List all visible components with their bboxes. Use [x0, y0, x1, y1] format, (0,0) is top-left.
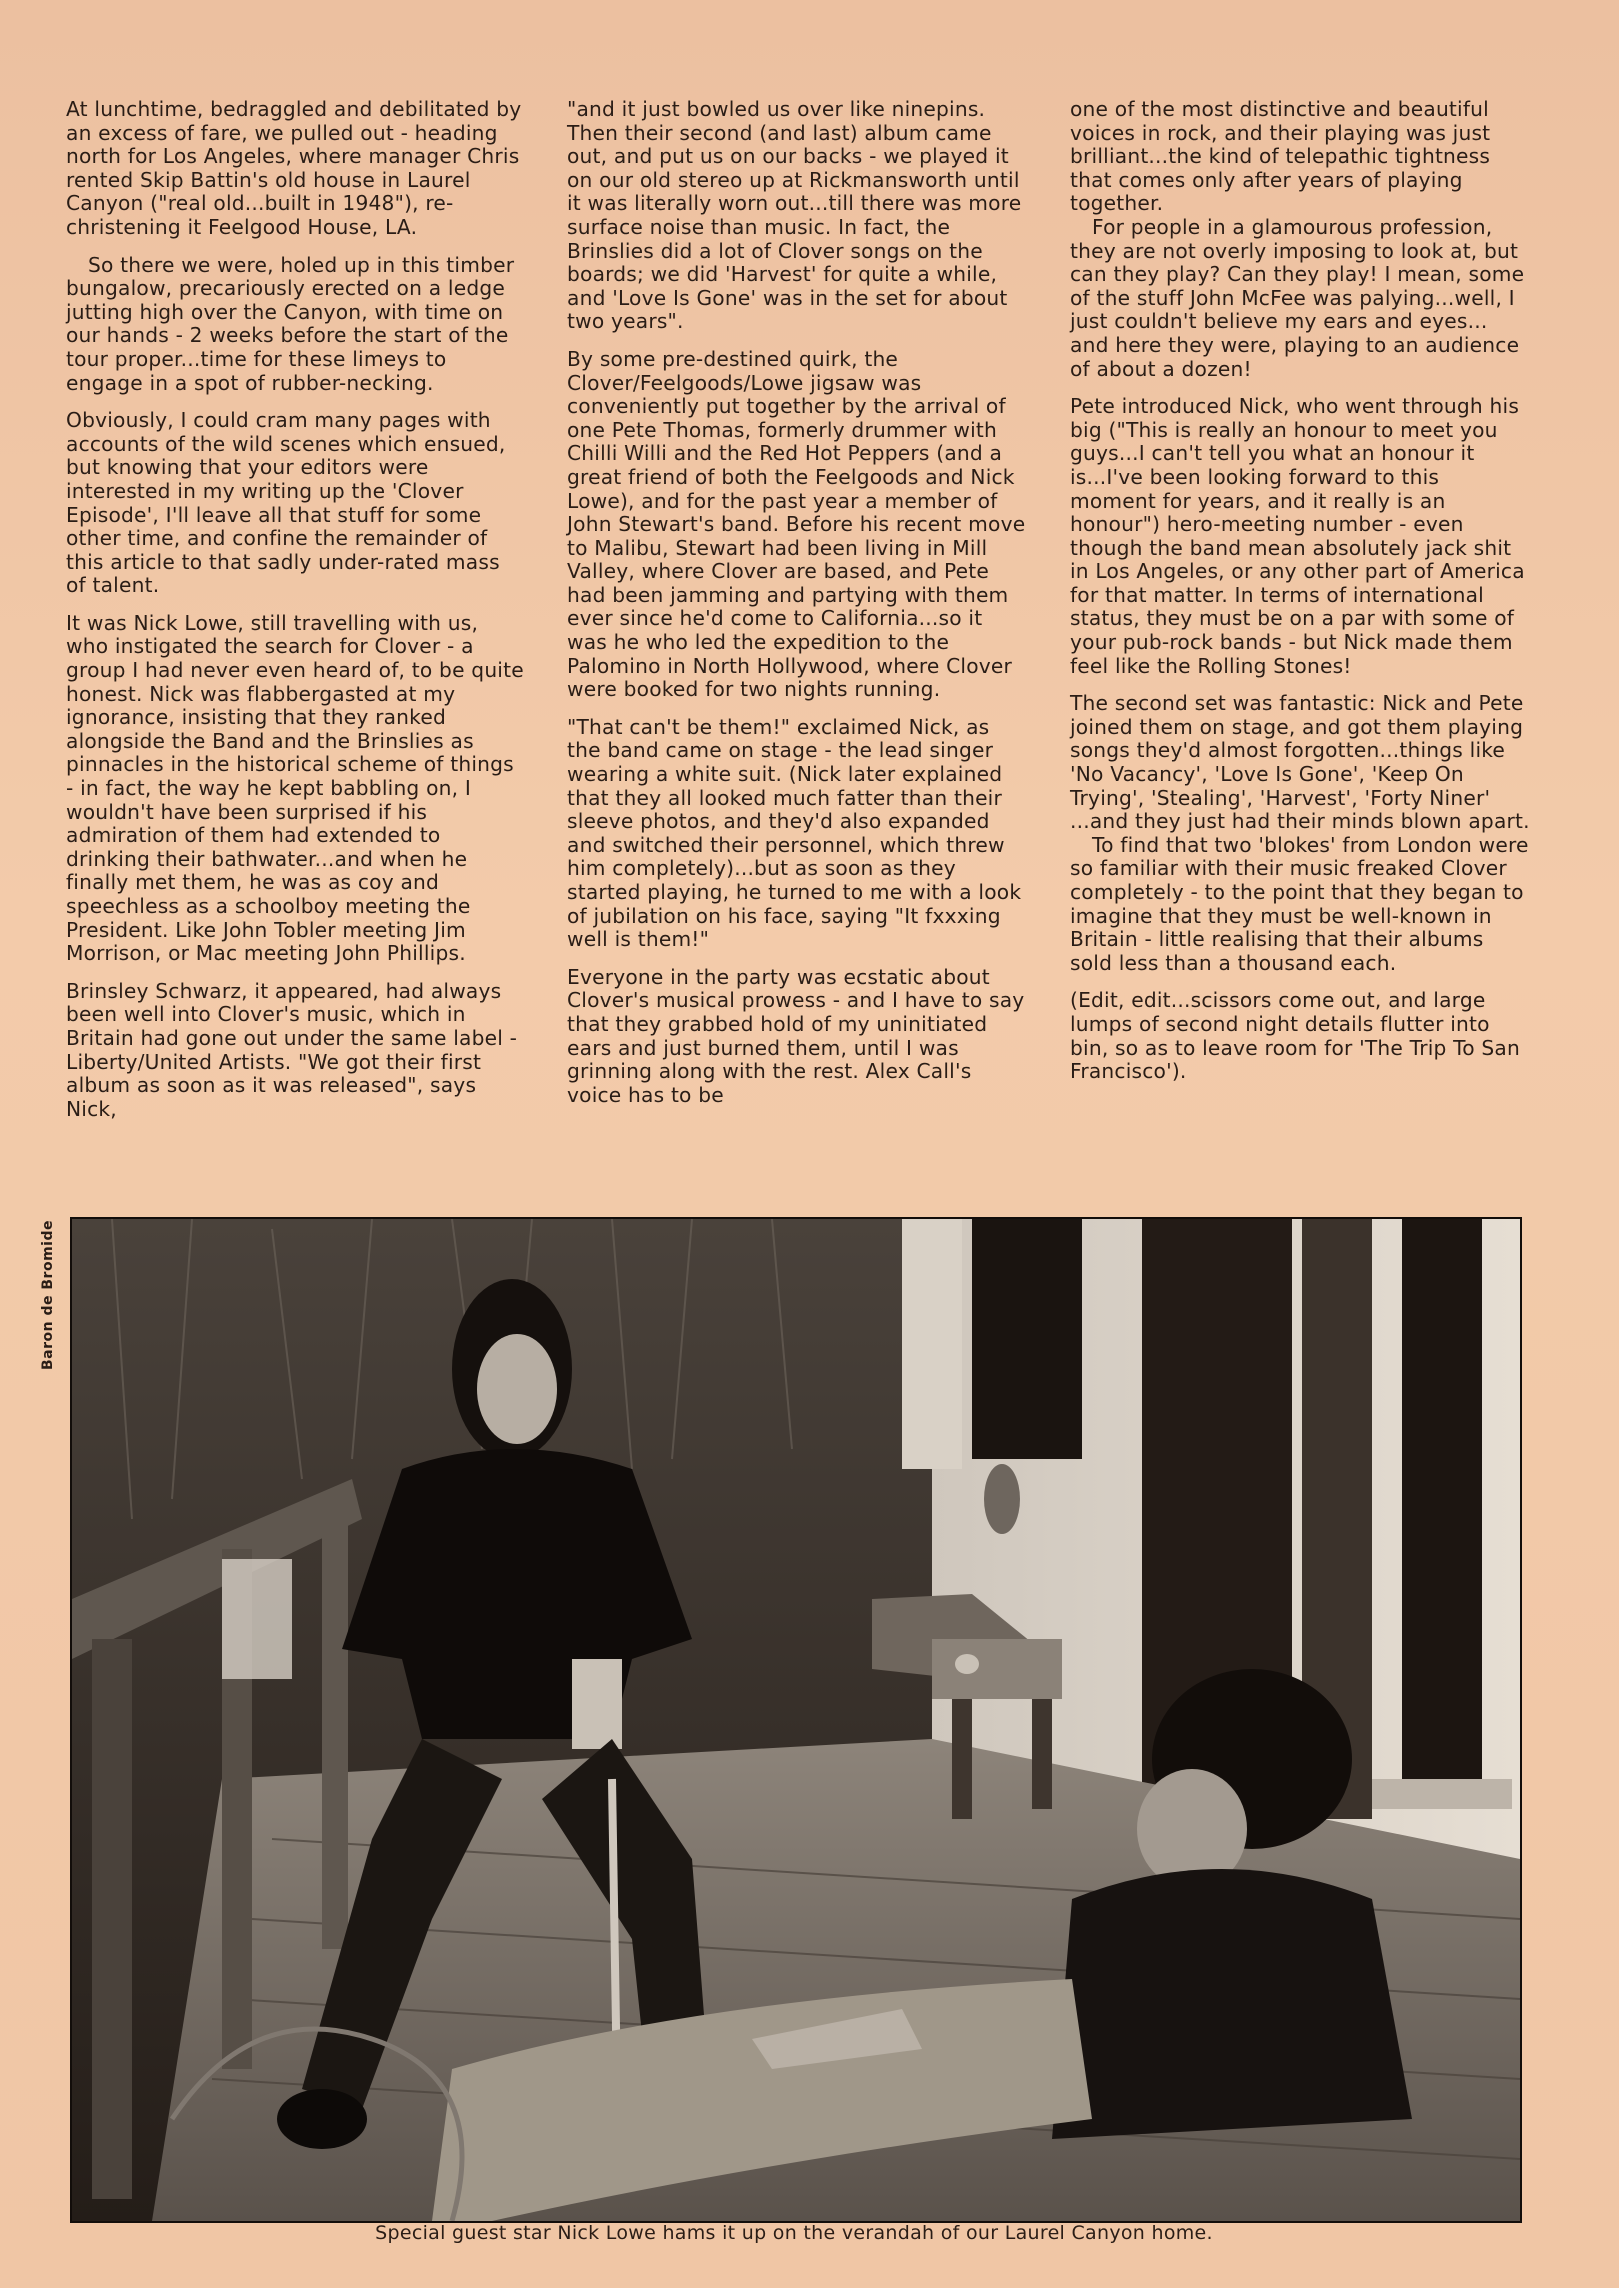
- article-column-1: [66, 98, 526, 1135]
- paragraph: "and it just bowled us over like ninepins. Then their second (and last) album came out, and put us on our backs - we played it on our old stereo up at Rickmansworth until it was literally worn out...till there was more surface noise than music. In fact, the Brinslies did a lot of Clover songs on the boards; we did 'Harvest' for quite a while, and 'Love Is Gone' was in the set for about two years".: [567, 97, 1022, 334]
- verandah-photo: [70, 1217, 1522, 2223]
- paragraph: The second set was fantastic: Nick and Pete joined them on stage, and got them playing songs they'd almost forgotten...things like 'No Vacancy', 'Love Is Gone', 'Keep On Trying', 'Stealing', 'Harvest', 'Forty Niner' ...and they just had their minds blown apart.: [1070, 691, 1530, 834]
- paragraph: By some pre-destined quirk, the Clover/Feelgoods/Lowe jigsaw was conveniently put together by the arrival of one Pete Thomas, formerly drummer with Chilli Willi and the Red Hot Peppers (and a great friend of both the Feelgoods and Nick Lowe), and for the past year a member of John Stewart's band. Before his recent move to Malibu, Stewart had been living in Mill Valley, where Clover are based, and Pete had been jamming and partying with them ever since he'd come to California...so it was he who led the expedition to the Palomino in North Hollywood, where Clover were booked for two nights running.: [567, 346, 1026, 702]
- paragraph: Brinsley Schwarz, it appeared, had always been well into Clover's music, which in Britain had gone out under the same label - Liberty/United Artists. "We got their first album as soon as it was released", says Nick,: [66, 978, 518, 1121]
- paragraph: "That can't be them!" exclaimed Nick, as the band came on stage - the lead singer wearing a white suit. (Nick later explained that they all looked much fatter than their sleeve photos, and they'd also expanded and switched their personnel, which threw him completely)...but as soon as they started playing, he turned to me with a look of jubilation on his face, saying "It fxxxing well is them!": [567, 714, 1022, 952]
- paragraph: For people in a glamourous profession, they are not overly imposing to look at, but can they play? Can they play! I mean, some of the stuff John McFee was palying...well, I just couldn't believe my ears and eyes... and here they were, playing to an audience of about a dozen!: [1070, 214, 1525, 381]
- photo-illustration: [72, 1219, 1520, 2221]
- paragraph: It was Nick Lowe, still travelling with us, who instigated the search for Clover - a group I had never even heard of, to be quite honest. Nick was flabbergasted at my ignorance, insisting that they ranked alongside the Band and the Brinslies as pinnacles in the historical scheme of things - in fact, the way he kept babbling on, I wouldn't have been surprised if his admiration of them had extended to drinking their bathwater...and when he finally met them, he was as coy and speechless as a schoolboy meeting the President. Like John Tobler meeting Jim Morrison, or Mac meeting John Phillips.: [66, 610, 524, 966]
- paragraph: Everyone in the party was ecstatic about Clover's musical prowess - and I have to say that they grabbed hold of my uninitiated ears and just burned them, until I was grinning along with the rest. Alex Call's voice has to be: [567, 964, 1025, 1107]
- paragraph: At lunchtime, bedraggled and debilitated by an excess of fare, we pulled out - heading north for Los Angeles, where manager Chris rented Skip Battin's old house in Laurel Canyon ("real old...built in 1948"), re-christening it Feelgood House, LA.: [66, 97, 522, 239]
- paragraph: Pete introduced Nick, who went through his big ("This is really an honour to meet you guys...I can't tell you what an honour it is...I've been looking forward to this moment for years, and it really is an honour") hero-meeting number - even though the band mean absolutely jack shit in Los Angeles, or any other part of America for that matter. In terms of international status, they must be on a par with some of your pub-rock bands - but Nick made them feel like the Rolling Stones!: [1070, 394, 1525, 678]
- paragraph: Obviously, I could cram many pages with accounts of the wild scenes which ensued, but knowing that your editors were interested in my writing up the 'Clover Episode', I'll leave all that stuff for some other time, and confine the remainder of this article to that sadly under-rated mass of talent.: [66, 408, 506, 598]
- paragraph: one of the most distinctive and beautiful voices in rock, and their playing was just brilliant...the kind of telepathic tightness that comes only after years of playing together.: [1070, 97, 1491, 216]
- photo-caption: Special guest star Nick Lowe hams it up on the verandah of our Laurel Canyon home.: [375, 2222, 1213, 2244]
- paragraph: So there we were, holed up in this timber bungalow, precariously erected on a ledge jutting high over the Canyon, with time on our hands - 2 weeks before the start of the tour proper...time for these limeys to engage in a spot of rubber-necking.: [66, 252, 515, 395]
- paragraph: (Edit, edit...scissors come out, and large lumps of second night details flutter into bin, so as to leave room for 'The Trip To San Francisco').: [1070, 988, 1520, 1084]
- paragraph: To find that two 'blokes' from London were so familiar with their music freaked Clover completely - to the point that they began to imagine that they must be well-known in Britain - little realising that their albums sold less than a thousand each.: [1070, 832, 1529, 975]
- photo-credit: [40, 1220, 64, 1380]
- article-column-3: [1070, 98, 1530, 1098]
- photo-credit-text: Baron de Bromide: [40, 1220, 56, 1370]
- article-column-2: [567, 98, 1027, 1121]
